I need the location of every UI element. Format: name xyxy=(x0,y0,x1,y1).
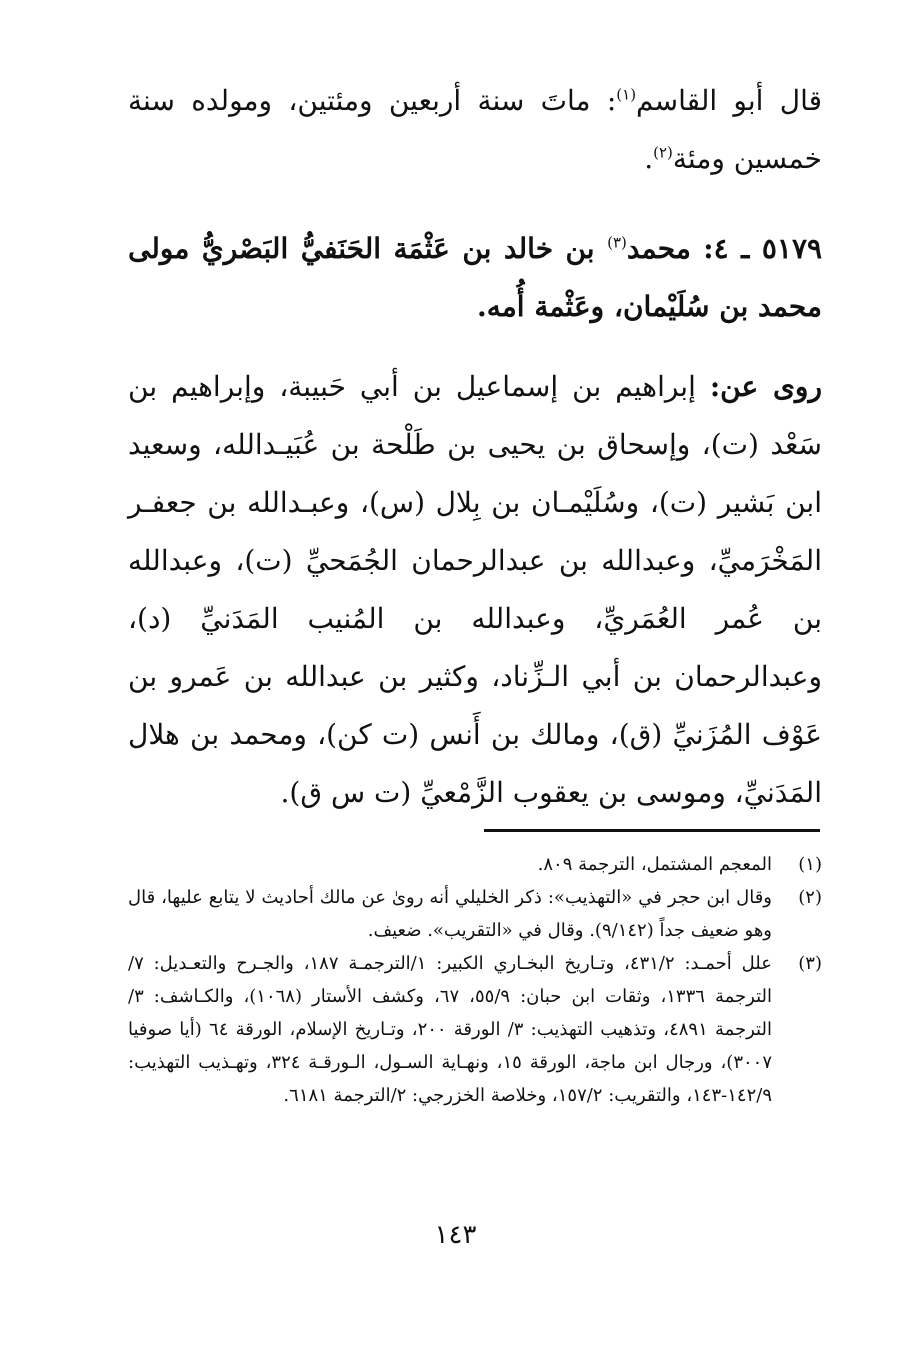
narrations-label: روى عن: xyxy=(709,370,822,403)
intro-text-continued: : ماتَ سنة أربعين ومئتين، ومولده سنة خمسين ومئة xyxy=(128,84,822,175)
page-number: ١٤٣ xyxy=(434,1220,477,1250)
footnote-text: علل أحمـد: ٤٣١/٢، وتـاريخ البخـاري الكبير: ١/الترجمـة ١٨٧، والجـرح والتعـديل: ٧/الترجمة ١٣٣٦، وثقات ابن حبان: ٥٥/٩، ٦٧، وكشف الأستار (١٠٦٨)، والكـاشف: ٣/الترجمة ٤٨٩١، وتذهيب التهذيب: ٣/ الورقة ٢٠٠، وتـاريخ الإسلام، الورقة ٦٤ (أيا صوفيا ٣٠٠٧)، ورجال ابن ماجة، الورقة ١٥، ونهـاية السـول، الـورقـة ٣٢٤، وتهـذيب التهذيب: ١٤٢/٩-١٤٣، والتقريب: ١٥٧/٢، وخلاصة الخزرجي: ٢/الترجمة ٦١٨١. xyxy=(128,953,772,1106)
narrations-text: إبراهيم بن إسماعيل بن أبي حَبيبة، وإبراهيم بن سَعْد (ت)، وإسحاق بن يحيى بن طَلْحة بن عُبَيـدالله، وسعيد ابن بَشير (ت)، وسُلَيْمـان بن بِلال (س)، وعبـدالله بن جعفـر المَخْرَميِّ، وعبدالله بن عبدالرحمان الجُمَحيِّ (ت)، وعبدالله بن عُمر العُمَريِّ، وعبدالله بن المُنيب المَدَنيِّ (د)، وعبدالرحمان بن أبي الـزِّناد، وكثير بن عبدالله بن عَمرو بن عَوْف المُزَنيِّ (ق)، ومالك بن أَنس (ت كن)، ومحمد بن هلال المَدَنيِّ، وموسى بن يعقوب الزَّمْعيِّ (ت س ق). xyxy=(128,370,822,809)
footnote-number: (٢) xyxy=(798,887,822,908)
footnote-3 xyxy=(128,947,822,1112)
intro-end: . xyxy=(644,142,654,175)
footnote-number: (١) xyxy=(798,854,822,875)
entry-number: ٥١٧٩ ـ ٤: محمد xyxy=(626,232,823,265)
footnote-ref-2: (٢) xyxy=(653,143,673,162)
narrations-paragraph xyxy=(128,358,822,822)
footnote-ref-1: (١) xyxy=(616,85,637,104)
footnote-divider xyxy=(484,829,820,832)
footnote-number: (٣) xyxy=(798,953,822,974)
entry-text: بن خالد بن عَثْمَة الحَنَفيُّ البَصْريُّ مولى محمد بن سُلَيْمان، وعَثْمة أُمه. xyxy=(128,232,822,323)
intro-text: قال أبو القاسم xyxy=(636,84,822,117)
footnote-text: وقال ابن حجر في «التهذيب»: ذكر الخليلي أنه روىٰ عن مالك أحاديث لا يتابع عليها، قال وهو ضعيف جداً (٩/١٤٢). وقال في «التقريب». ضعيف. xyxy=(128,887,772,941)
intro-paragraph xyxy=(128,72,822,188)
main-text xyxy=(128,72,822,822)
footnotes xyxy=(128,848,822,1112)
footnote-text: المعجم المشتمل، الترجمة ٨٠٩. xyxy=(537,854,772,875)
footnote-1 xyxy=(128,848,822,881)
entry-heading xyxy=(128,220,822,336)
footnote-2 xyxy=(128,881,822,947)
footnote-ref-3: (٣) xyxy=(607,233,627,252)
